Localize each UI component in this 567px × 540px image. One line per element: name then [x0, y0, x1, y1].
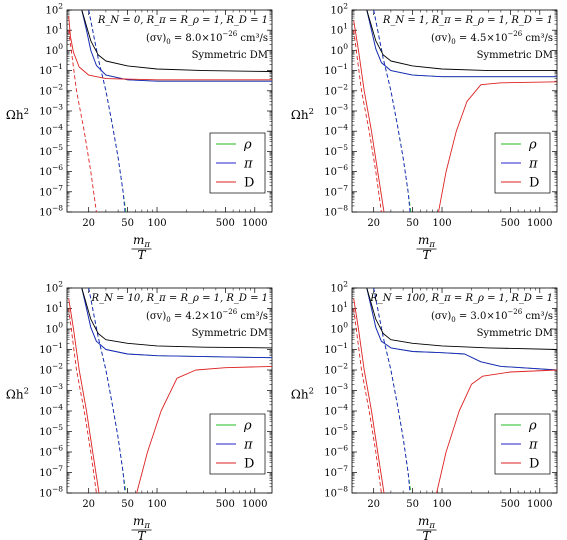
annotation-params: R_N = 100, R_π = R_ρ = 1, R_D = 1 — [370, 293, 553, 304]
annotation-cross-section: $(\sigma v)_0 = 4.5\times 10^{-26}$ cm³/s — [430, 30, 553, 46]
x-axis-label-numerator: $m_\pi$ — [418, 514, 435, 531]
y-tick-label: $10^{-3}$ — [324, 102, 348, 118]
x-axis-label-denominator: T — [137, 248, 146, 262]
annotation-params: R_N = 10, R_π = R_ρ = 1, R_D = 1 — [91, 293, 268, 304]
x-tick-label: 100 — [147, 499, 167, 510]
x-tick-label: 50 — [406, 499, 419, 510]
y-tick-label: $10^{-6}$ — [324, 163, 348, 179]
legend-label: ρ — [244, 418, 252, 434]
y-tick-label: $10^{-3}$ — [39, 382, 63, 397]
annotation-params: R_N = 1, R_π = R_ρ = 1, R_D = 1 — [382, 15, 553, 26]
y-tick-label: $10^{-5}$ — [39, 142, 63, 158]
y-tick-label: $10^{-2}$ — [324, 82, 348, 98]
y-axis-label: $\Omega h^2$ — [5, 107, 29, 122]
y-tick-label: $10^{-4}$ — [39, 402, 63, 418]
annotation-params: R_N = 0, R_π = R_ρ = 1, R_D = 1 — [97, 15, 268, 26]
x-tick-label: 1000 — [527, 499, 553, 510]
y-tick-label: $10^{-6}$ — [39, 163, 63, 179]
chart-panel-3 — [6, 280, 272, 540]
x-tick-label: 500 — [500, 499, 520, 510]
series-line-d-dashed — [354, 309, 382, 494]
x-axis-label-numerator: $m_\pi$ — [418, 233, 435, 250]
y-tick-label: $10^{-7}$ — [39, 183, 63, 199]
y-tick-label: $10^{-1}$ — [324, 341, 348, 356]
series-line-d-dashed — [354, 30, 382, 212]
x-tick-label: 100 — [432, 218, 452, 229]
x-axis-label-numerator: $m_\pi$ — [133, 514, 150, 531]
y-tick-label: $10^0$ — [330, 320, 348, 336]
y-tick-label: $10^{-6}$ — [324, 443, 348, 459]
y-tick-label: $10^1$ — [45, 300, 63, 315]
y-tick-label: $10^0$ — [330, 41, 348, 57]
y-tick-label: $10^{-1}$ — [39, 62, 63, 78]
y-tick-label: $10^{-1}$ — [39, 341, 63, 356]
series-line-d — [69, 299, 99, 493]
legend — [495, 133, 550, 193]
legend-label: π — [529, 156, 538, 172]
y-tick-label: $10^{-2}$ — [39, 361, 63, 377]
series-line-d-dashed — [69, 309, 97, 494]
x-tick-label: 1000 — [242, 499, 268, 510]
y-tick-label: $10^{-5}$ — [324, 423, 348, 438]
x-tick-label: 1000 — [527, 218, 553, 229]
y-tick-label: $10^{-1}$ — [324, 62, 348, 78]
x-tick-label: 500 — [500, 218, 520, 229]
x-tick-label: 20 — [82, 499, 96, 510]
y-tick-label: $10^2$ — [45, 279, 63, 295]
y-tick-label: $10^{-3}$ — [324, 382, 348, 397]
y-tick-label: $10^{-7}$ — [324, 464, 348, 479]
x-tick-label: 500 — [215, 218, 235, 229]
y-tick-label: $10^{-2}$ — [39, 82, 63, 98]
legend-label: π — [529, 437, 538, 453]
y-axis-label: $\Omega h^2$ — [5, 386, 29, 402]
annotation-cross-section: $(\sigma v)_0 = 8.0\times 10^{-26}$ cm³/s — [145, 30, 268, 46]
y-tick-label: $10^{-4}$ — [324, 122, 348, 138]
y-tick-label: $10^{-8}$ — [39, 203, 63, 219]
x-tick-label: 100 — [147, 218, 167, 229]
legend — [210, 414, 265, 474]
annotation-label: Symmetric DM — [476, 328, 553, 339]
x-axis-label-denominator: T — [137, 529, 146, 540]
y-tick-label: $10^{-7}$ — [39, 464, 63, 479]
legend-label: ρ — [244, 137, 252, 153]
y-tick-label: $10^{-8}$ — [324, 484, 348, 500]
y-tick-label: $10^{-3}$ — [39, 102, 63, 118]
series-line-rho-dashed — [89, 10, 126, 212]
y-tick-label: $10^{-8}$ — [324, 203, 348, 219]
y-tick-label: $10^2$ — [45, 1, 63, 17]
y-tick-label: $10^{-7}$ — [324, 183, 348, 199]
y-tick-label: $10^1$ — [330, 21, 348, 37]
y-axis-label: $\Omega h^2$ — [290, 386, 314, 402]
legend — [210, 133, 265, 193]
y-tick-label: $10^0$ — [45, 41, 63, 57]
y-tick-label: $10^{-5}$ — [39, 423, 63, 438]
y-tick-label: $10^2$ — [330, 279, 348, 295]
legend-label: ρ — [529, 418, 537, 434]
annotation-cross-section: $(\sigma v)_0 = 4.2\times 10^{-26}$ cm³/s — [145, 308, 268, 324]
legend-label: D — [529, 456, 540, 472]
x-tick-label: 50 — [121, 218, 134, 229]
legend-label: π — [244, 156, 253, 172]
y-tick-label: $10^{-4}$ — [324, 402, 348, 418]
y-tick-label: $10^{-6}$ — [39, 443, 63, 459]
x-tick-label: 20 — [367, 499, 381, 510]
y-tick-label: $10^{-4}$ — [39, 122, 63, 138]
annotation-label: Symmetric DM — [191, 50, 268, 61]
y-tick-label: $10^2$ — [330, 1, 348, 17]
legend-label: ρ — [529, 137, 537, 153]
x-tick-label: 50 — [121, 499, 134, 510]
series-line-d-dashed — [69, 30, 97, 212]
series-line-d — [354, 21, 384, 212]
y-tick-label: $10^{-5}$ — [324, 142, 348, 158]
legend — [495, 414, 550, 474]
legend-label: D — [244, 456, 255, 472]
x-tick-label: 20 — [82, 218, 96, 229]
y-tick-label: $10^1$ — [45, 21, 63, 37]
y-tick-label: $10^1$ — [330, 300, 348, 315]
annotation-cross-section: $(\sigma v)_0 = 3.0\times 10^{-26}$ cm³/s — [430, 308, 553, 324]
x-tick-label: 50 — [406, 218, 419, 229]
x-tick-label: 1000 — [242, 218, 268, 229]
x-tick-label: 100 — [432, 499, 452, 510]
x-axis-label-denominator: T — [422, 248, 431, 262]
y-tick-label: $10^{-2}$ — [324, 361, 348, 377]
series-line-pi-dashed — [89, 10, 125, 212]
x-tick-label: 500 — [215, 499, 235, 510]
chart-panel-2 — [291, 2, 557, 263]
x-tick-label: 20 — [367, 218, 381, 229]
x-axis-label-numerator: $m_\pi$ — [133, 233, 150, 250]
annotation-label: Symmetric DM — [476, 50, 553, 61]
series-line-d — [354, 299, 384, 493]
legend-label: π — [244, 437, 253, 453]
legend-label: D — [529, 175, 540, 191]
chart-panel-4 — [291, 280, 557, 540]
chart-panel-1 — [6, 2, 272, 263]
legend-label: D — [244, 175, 255, 191]
y-tick-label: $10^0$ — [45, 320, 63, 336]
y-axis-label: $\Omega h^2$ — [290, 107, 314, 122]
annotation-label: Symmetric DM — [191, 328, 268, 339]
x-axis-label-denominator: T — [422, 529, 431, 540]
y-tick-label: $10^{-8}$ — [39, 484, 63, 500]
